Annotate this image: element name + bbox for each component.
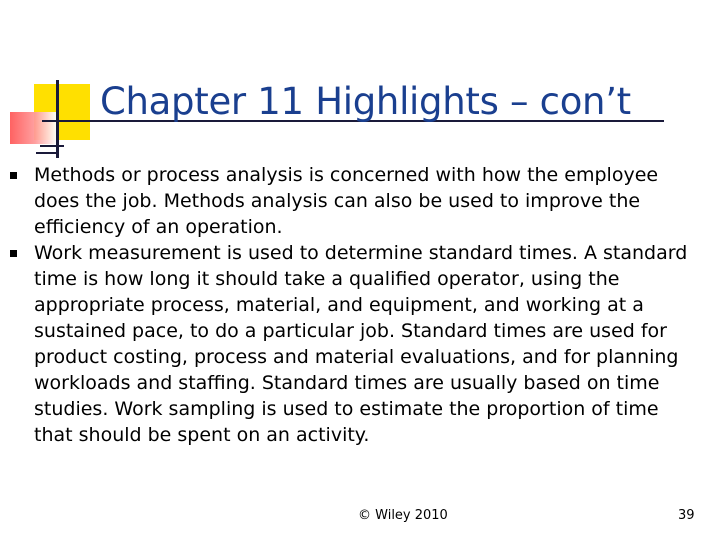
title-decoration-tick [40, 145, 64, 147]
bullet-text: Work measurement is used to determine standard times. A standard time is how long it should take a qualified operator, using the appropriate process, material, and equipment, and working at a sustained pace, to do a particular job. Standard times are used for product costing, process and material evaluations, and for planning workloads and staffing. Standard times are usually based on time studies. Work sampling is used to estimate the proportion of time that should be spent on an activity. [34, 242, 688, 446]
slide-title: Chapter 11 Highlights – con’t [100, 80, 631, 123]
title-decoration-tick-lower [36, 152, 56, 154]
bullet-item [0, 240, 720, 448]
square-bullet-icon [10, 250, 17, 257]
footer-copyright: © Wiley 2010 [358, 508, 448, 523]
square-bullet-icon [10, 172, 17, 179]
page-number: 39 [678, 508, 695, 523]
bullet-list [0, 162, 720, 448]
bullet-text: Methods or process analysis is concerned with how the employee does the job. Methods analysis can also be used to improve the efficiency of an operation. [34, 164, 659, 238]
title-decoration-red-block [10, 112, 56, 144]
bullet-item [0, 162, 720, 240]
